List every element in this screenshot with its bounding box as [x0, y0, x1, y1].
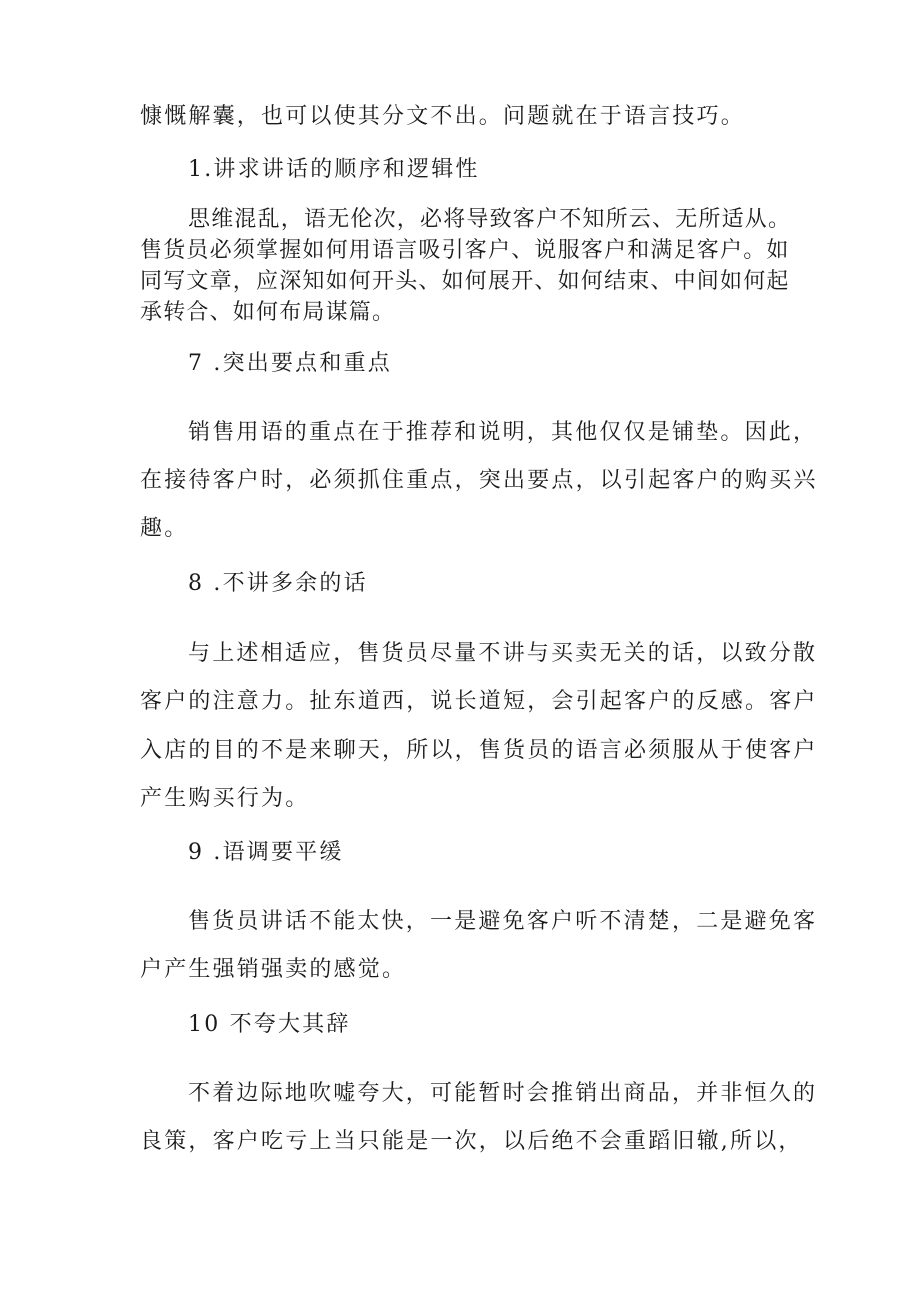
paragraph-line: 产生购买行为。: [140, 786, 310, 811]
paragraph-line: 同写文章，应深知如何开头、如何展开、如何结束、中间如何起: [140, 269, 790, 294]
paragraph-line: 入店的目的不是来聊天，所以，售货员的语言必须服从于使客户: [140, 738, 818, 763]
section-heading-9: 9 .语调要平缓: [188, 840, 344, 865]
paragraph-line: 承转合、如何布局谋篇。: [140, 300, 396, 325]
section-heading-10: 10 不夸大其辞: [188, 1012, 351, 1037]
paragraph-line: 在接待客户时，必须抓住重点，突出要点，以引起客户的购买兴: [140, 468, 818, 493]
paragraph-line: 售货员必须掌握如何用语言吸引客户、说服客户和满足客户。如: [140, 238, 790, 263]
section-heading-7: 7 .突出要点和重点: [188, 351, 392, 376]
section-heading-8: 8 .不讲多余的话: [188, 571, 368, 596]
section-heading-1: 1.讲求讲话的顺序和逻辑性: [188, 157, 480, 182]
paragraph-line: 慷慨解囊，也可以使其分文不出。问题就在于语言技巧。: [140, 104, 746, 129]
paragraph-line: 良策，客户吃亏上当只能是一次，以后绝不会重蹈旧辙,所以，: [140, 1129, 803, 1154]
paragraph-line: 客户的注意力。扯东道西，说长道短，会引起客户的反感。客户: [140, 689, 818, 714]
paragraph-line: 趣。: [140, 516, 189, 541]
paragraph-line: 思维混乱，语无伦次，必将导致客户不知所云、无所适从。: [188, 207, 792, 232]
paragraph-line: 户产生强销强卖的感觉。: [140, 957, 407, 982]
paragraph-line: 销售用语的重点在于推荐和说明，其他仅仅是铺垫。因此，: [188, 420, 818, 445]
paragraph-line: 与上述相适应，售货员尽量不讲与买卖无关的话，以致分散: [188, 641, 818, 666]
paragraph-line: 售货员讲话不能太快，一是避免客户听不清楚，二是避免客: [188, 909, 818, 934]
paragraph-line: 不着边际地吹嘘夸大，可能暂时会推销出商品，并非恒久的: [188, 1081, 818, 1106]
